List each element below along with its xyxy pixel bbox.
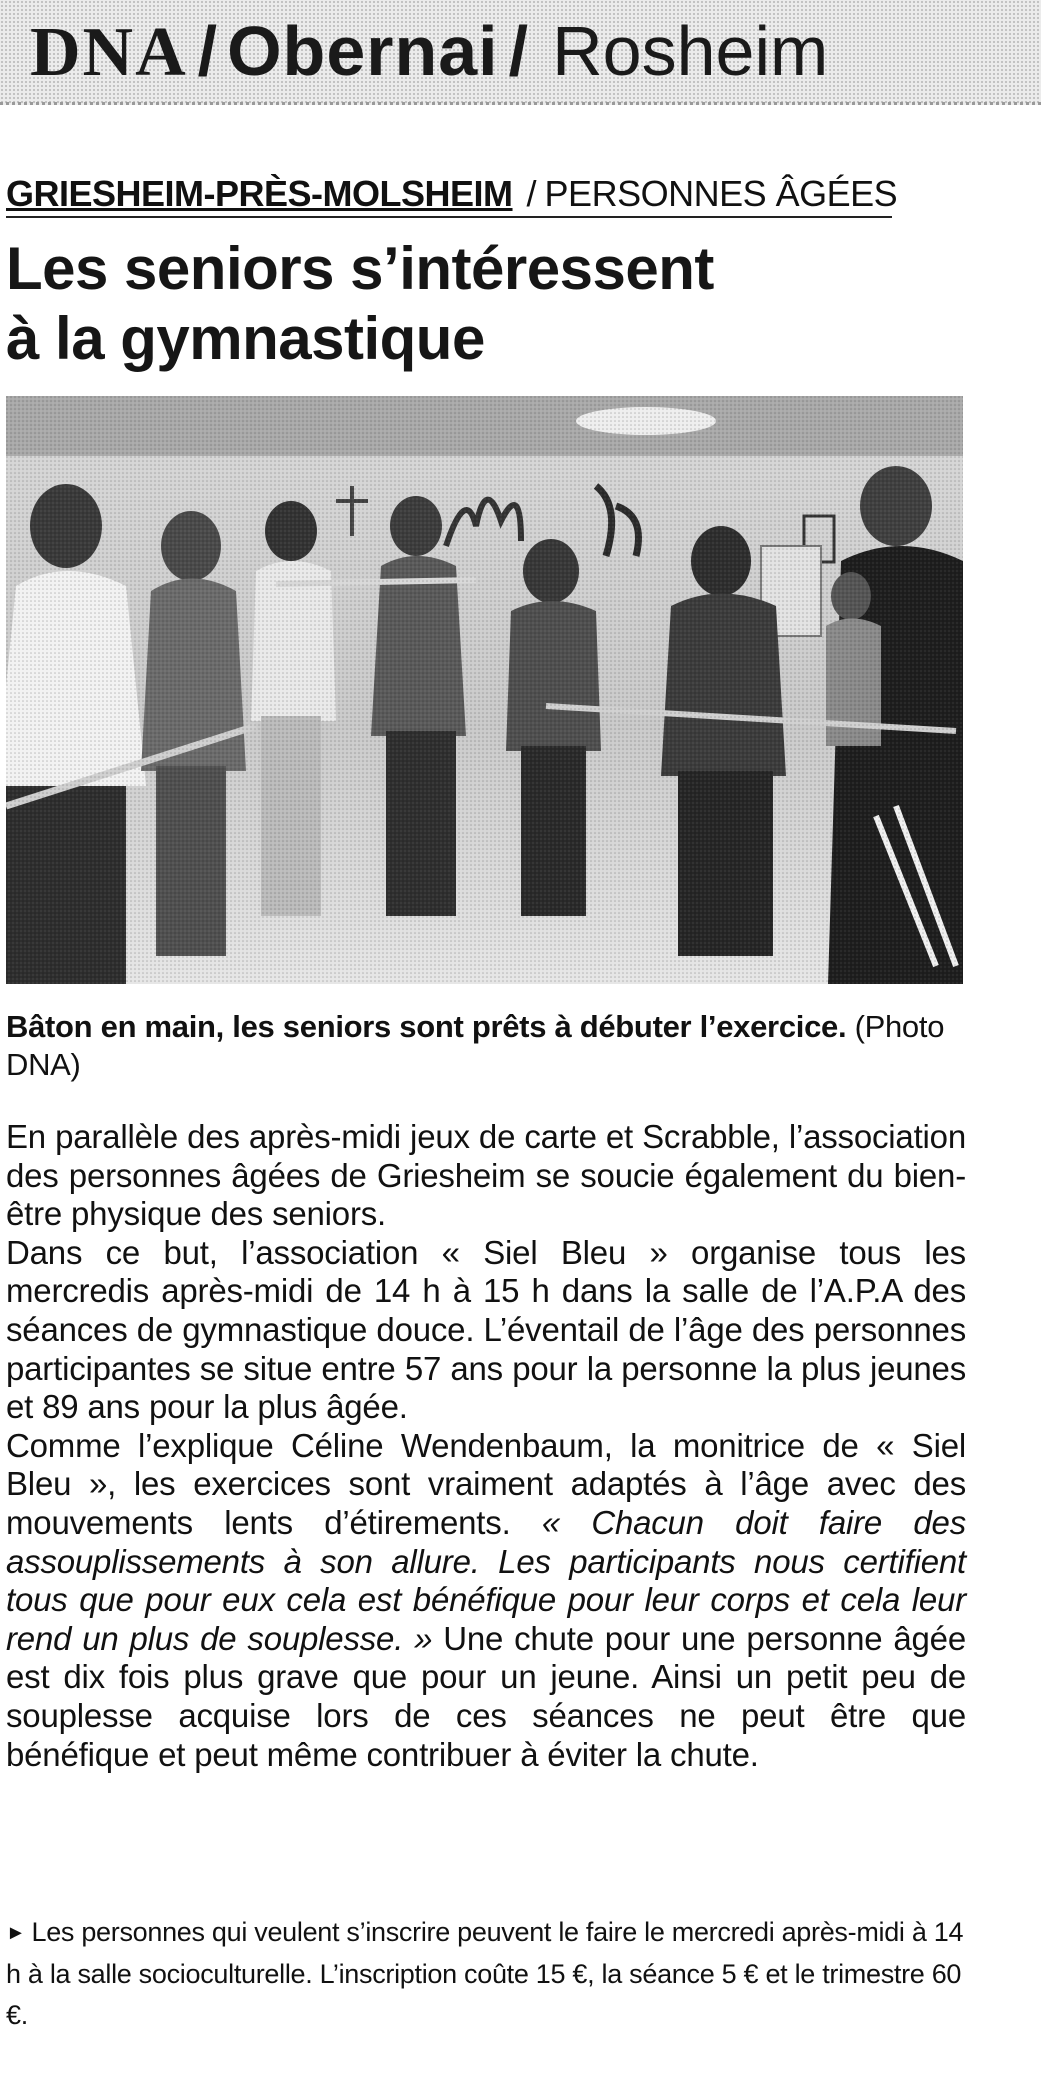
caption-credit: (Photo DNA): [6, 1009, 945, 1082]
masthead: [0, 0, 1041, 105]
paragraph-3: [6, 1427, 966, 1774]
photo-caption: [6, 1008, 966, 1084]
paragraph-1: En parallèle des après-midi jeux de carte et Scrabble, l’association des personnes âgées de Griesheim se soucie également du bien-être physique des seniors.: [6, 1118, 966, 1233]
photo-illustration: [6, 396, 963, 984]
paragraph-3-start: Comme l’explique Céline Wendenbaum, la monitrice de « Siel Bleu », les exercices sont vraiment adaptés à l’âge avec des mouvements lents d’étirements.: [6, 1426, 966, 1541]
masthead-title: [30, 12, 828, 92]
masthead-separator: /: [197, 12, 218, 90]
registration-note-text: Les personnes qui veulent s’inscrire peuvent le faire le mercredi après-midi à 14 h à la salle socioculturelle. L’inscription coûte 15 €, la séance 5 € et le trimestre 60 €.: [6, 1917, 964, 2030]
paragraph-3-end: Une chute pour une personne âgée est dix fois plus grave que pour un jeune. Ainsi un petit peu de souplesse acquise lors de ces séances ne peut être que bénéfique et peut même contribuer à éviter la chute.: [6, 1619, 966, 1773]
article-headline: [6, 234, 906, 374]
kicker-place: GRIESHEIM-PRÈS-MOLSHEIM: [6, 173, 513, 214]
headline-line-2: à la gymnastique: [6, 305, 485, 372]
masthead-section: Obernai: [227, 12, 499, 90]
article-photo: [6, 396, 963, 984]
paragraph-2: Dans ce but, l’association « Siel Bleu » organise tous les mercredis après-midi de 14 h à 15 h dans la salle de l’A.P.A des séances de gymnastique douce. L’éventail de l’âge des personnes participantes se situe entre 57 ans pour la personne la plus jeunes et 89 ans pour la plus âgée.: [6, 1233, 966, 1426]
triangle-bullet-icon: ►: [6, 1922, 26, 1944]
kicker-topic: PERSONNES ÂGÉES: [544, 173, 898, 214]
registration-note: [6, 1912, 966, 2036]
masthead-separator-2: /: [508, 12, 529, 90]
masthead-subsection: Rosheim: [552, 12, 829, 90]
headline-line-1: Les seniors s’intéressent: [6, 235, 714, 302]
article-body: [6, 1118, 966, 1774]
article-kicker: [6, 172, 898, 218]
interview-quote: « Chacun doit faire des assouplissements à son allure. Les participants nous certifient tous que pour eux cela est bénéfique pour leur corps et cela leur rend un plus de souplesse. »: [6, 1503, 966, 1657]
newspaper-name: DNA: [30, 14, 188, 91]
caption-text: Bâton en main, les seniors sont prêts à débuter l’exercice.: [6, 1009, 847, 1044]
kicker-separator: /: [526, 173, 537, 214]
